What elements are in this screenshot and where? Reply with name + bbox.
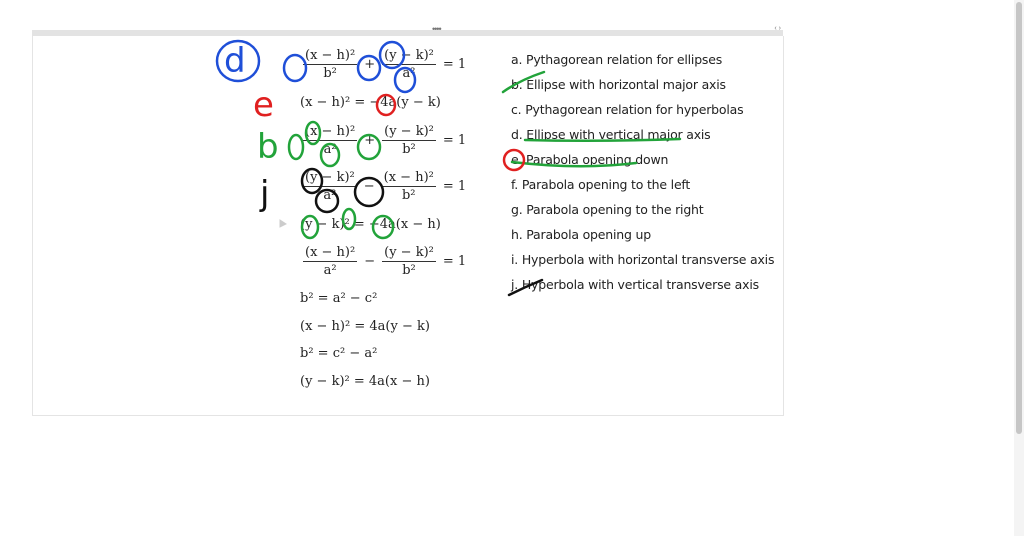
equation-9 (300, 346, 377, 361)
equation-10 (300, 374, 430, 389)
operator: − (364, 254, 376, 269)
fraction (303, 124, 357, 157)
equation-text: b² = c² − a² (300, 346, 378, 361)
annotation-e: e (253, 85, 274, 125)
fraction (382, 245, 436, 278)
resize-arrows-icon[interactable]: ‹ › (774, 25, 781, 32)
denominator: a² (402, 66, 416, 81)
equation-rhs: = 1 (442, 133, 467, 148)
numerator: (y − k)² (305, 170, 355, 185)
drag-handle-icon[interactable]: •••• (432, 24, 441, 34)
equation-2 (300, 95, 441, 110)
denominator: b² (402, 263, 416, 278)
denominator: a² (323, 142, 337, 157)
operator: − (363, 179, 375, 194)
choice-item: b. Ellipse with horizontal major axis (511, 77, 726, 92)
fraction (303, 170, 357, 203)
denominator: a² (323, 263, 337, 278)
denominator: a² (323, 188, 337, 203)
denominator: b² (323, 66, 337, 81)
equation-text: (y − k)² = 4a(x − h) (300, 374, 430, 389)
denominator: b² (401, 188, 416, 203)
equation-7 (300, 291, 377, 306)
operator: + (364, 57, 376, 72)
choice-item: i. Hyperbola with horizontal transverse axis (511, 252, 775, 267)
equation-8 (300, 319, 430, 334)
equation-text: (y − k)² = −4a(x − h) (300, 217, 441, 232)
choice-item: g. Parabola opening to the right (511, 202, 704, 217)
equation-1 (300, 48, 470, 81)
equation-6 (300, 245, 470, 278)
equation-rhs: = 1 (442, 179, 467, 194)
choice-item: a. Pythagorean relation for ellipses (511, 52, 723, 67)
operator: + (364, 133, 376, 148)
equation-text: (x − h)² = 4a(y − k) (300, 319, 430, 334)
equation-5 (300, 217, 441, 232)
choice-item: h. Parabola opening up (511, 227, 651, 242)
choice-item: f. Parabola opening to the left (511, 177, 691, 192)
choice-item: e. Parabola opening down (511, 152, 669, 167)
equation-rhs: = 1 (442, 254, 467, 269)
equation-rhs: = 1 (442, 57, 467, 72)
choice-item: d. Ellipse with vertical major axis (511, 127, 711, 142)
fraction (303, 245, 357, 278)
equation-text: b² = a² − c² (300, 291, 378, 306)
fraction (303, 48, 357, 81)
equation-4 (300, 170, 470, 203)
vertical-scrollbar[interactable] (1014, 0, 1024, 536)
choice-item: j. Hyperbola with vertical transverse axis (511, 277, 759, 292)
fraction (382, 48, 436, 81)
equation-text: (x − h)² = −4a(y − k) (300, 95, 441, 110)
fraction (382, 170, 436, 203)
fraction (382, 124, 436, 157)
numerator: (y − k)² (384, 48, 434, 63)
annotation-b: b (257, 127, 279, 167)
numerator: (x − h)² (305, 48, 356, 63)
numerator: (x − h)² (305, 245, 356, 260)
equation-3 (300, 124, 470, 157)
numerator: (y − k)² (384, 245, 434, 260)
denominator: b² (402, 142, 416, 157)
numerator: (y − k)² (384, 124, 434, 139)
annotation-d: d (224, 41, 246, 81)
numerator: (x − h)² (305, 124, 356, 139)
choice-item: c. Pythagorean relation for hyperbolas (511, 102, 744, 117)
numerator: (x − h)² (383, 170, 434, 185)
scrollbar-thumb[interactable] (1016, 2, 1022, 434)
annotation-j: j (260, 174, 270, 214)
